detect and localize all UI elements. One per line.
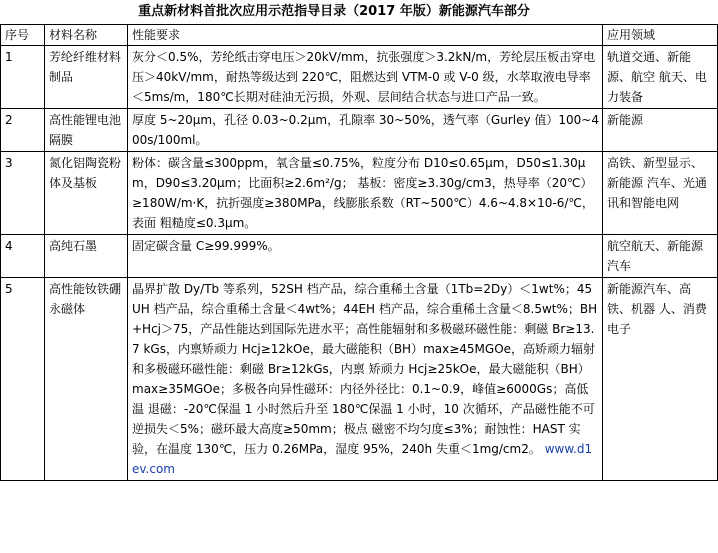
cell-application: 新能源汽车、高铁、机器 人、消费电子 (603, 278, 718, 481)
cell-requirements: 固定碳含量 C≥99.999%。 (128, 235, 603, 278)
cell-no: 2 (1, 109, 45, 152)
table-row (1, 278, 718, 481)
cell-material-name: 氮化铝陶瓷粉体及基板 (45, 152, 128, 235)
table-row (1, 235, 718, 278)
cell-material-name: 高性能锂电池隔膜 (45, 109, 128, 152)
cell-no: 1 (1, 46, 45, 109)
cell-requirements: 粉体：碳含量≤300ppm，氧含量≤0.75%，粒度分布 D10≤0.65μm，D50≤1.30μm，D90≤3.20μm；比面积≥2.6m²/g； 基板：密度≥3.30g/cm3，热导率（20℃）≥180W/m·K，抗折强度≥380MPa，线膨胀系数（RT~500℃）4.6~4.8×10-6/℃，表面 粗糙度≤0.3μm。 (128, 152, 603, 235)
header-application: 应用领域 (603, 25, 718, 46)
cell-application: 高铁、新型显示、新能源 汽车、光通讯和智能电网 (603, 152, 718, 235)
materials-table (0, 24, 718, 481)
header-no: 序号 (1, 25, 45, 46)
cell-no: 5 (1, 278, 45, 481)
cell-no: 3 (1, 152, 45, 235)
header-material-name: 材料名称 (45, 25, 128, 46)
cell-no: 4 (1, 235, 45, 278)
cell-material-name: 高性能钕铁硼永磁体 (45, 278, 128, 481)
table-header-row (1, 25, 718, 46)
cell-requirements: 灰分＜0.5%，芳纶纸击穿电压＞20kV/mm，抗张强度＞3.2kN/m，芳纶层压板击穿电压＞40kV/mm，耐热等级达到 220℃，阻燃达到 VTM-0 或 V-0 级，水萃取液电导率＜5ms/m，180℃长期对硅油无污损，外观、层间结合状态与进口产品一致。 (128, 46, 603, 109)
requirements-text: 晶界扩散 Dy/Tb 等系列，52SH 档产品，综合重稀土含量（1Tb=2Dy）＜1wt%；45UH 档产品，综合重稀土含量＜4wt%；44EH 档产品，综合重稀土含量＜8.5wt%；BH+Hcj＞75，产品性能达到国际先进水平；高性能辐射和多极磁环磁性能：剩磁 Br≥13.7 kGs，内禀矫顽力 Hcj≥12kOe，最大磁能积（BH）max≥45MGOe，高矫顽力辐射和多极磁环磁性能：剩磁 Br≥12kGs，内禀 矫顽力 Hcj≥25kOe，最大磁能积（BH）max≥35MGOe；多极各向异性磁环：内径外径比：0.1~0.9，峰值≥6000Gs；高低温 退磁：-20℃保温 1 小时然后升至 180℃保温 1 小时，10 次循环，产品磁性能不可逆损失＜5%；磁环最大高度≥50mm；极点 磁密不均匀度≤3%；耐蚀性：HAST 实验，在温度 130℃，压力 0.26MPa，湿度 95%，240h 失重＜1mg/cm2。 (132, 282, 598, 456)
table-row (1, 109, 718, 152)
watermark-link[interactable]: www.d1ev.com (132, 442, 593, 476)
document-title: 重点新材料首批次应用示范指导目录（2017 年版）新能源汽车部分 (138, 4, 530, 19)
table-row (1, 152, 718, 235)
cell-application: 新能源 (603, 109, 718, 152)
table-row (1, 46, 718, 109)
cell-requirements (128, 278, 603, 481)
cell-material-name: 芳纶纤维材料制品 (45, 46, 128, 109)
cell-application: 轨道交通、新能源、航空 航天、电力装备 (603, 46, 718, 109)
header-requirements: 性能要求 (128, 25, 603, 46)
cell-application: 航空航天、新能源汽车 (603, 235, 718, 278)
cell-requirements: 厚度 5~20μm，孔径 0.03~0.2μm，孔隙率 30~50%，透气率（Gurley 值）100~400s/100ml。 (128, 109, 603, 152)
cell-material-name: 高纯石墨 (45, 235, 128, 278)
